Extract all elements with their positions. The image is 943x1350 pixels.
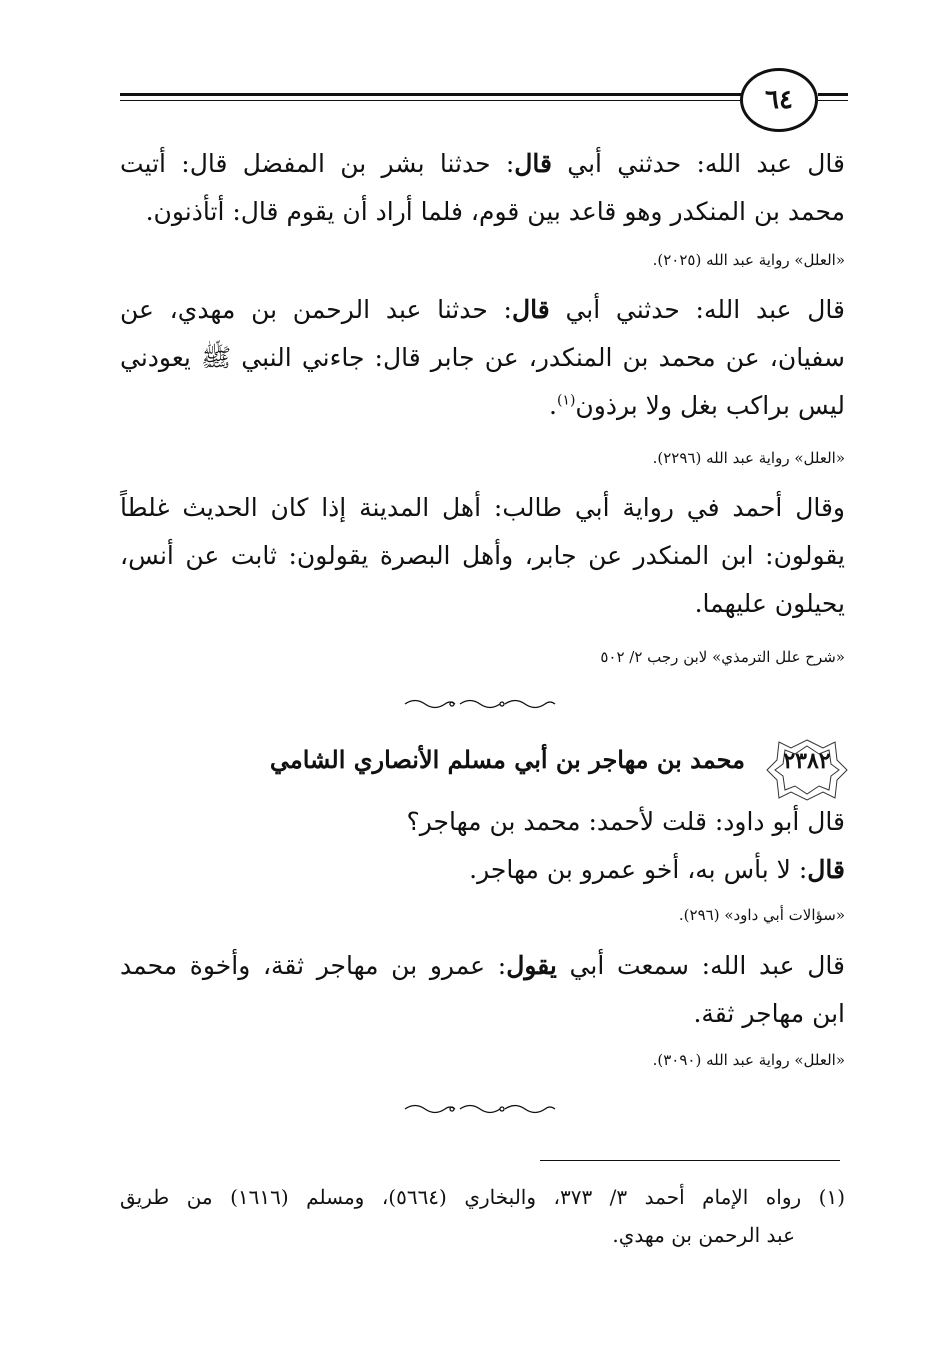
footnote-rule [540,1160,840,1161]
text-line: ابن مهاجر ثقة. [693,999,845,1028]
footnote-line: عبد الرحمن بن مهدي. [612,1223,795,1247]
entry-number: ٢٣٨٢ [783,748,831,774]
narration-1 [120,140,845,236]
text-line: ليس براكب بغل ولا برذون$^{(١)}$. [549,391,845,420]
page-number: ٦٤ [740,68,818,132]
source-citation: «العلل» رواية عبد الله (٢٢٩٦). [652,449,845,467]
footnote-line: (١) رواه الإمام أحمد ٣/ ٣٧٣، والبخاري (٥٦٦٤)، ومسلم (١٦١٦) من طريق [120,1185,845,1209]
footnote [120,1178,845,1254]
text-line: يقولون: ابن المنكدر عن جابر، وأهل البصرة يقولون: ثابت عن أنس، [120,541,845,570]
header-rule-thin [120,100,745,101]
source-citation: «شرح علل الترمذي» لابن رجب ٢/ ٥٠٢ [600,648,845,666]
text-line: قال عبد الله: حدثني أبي قال: حدثنا عبد الرحمن بن مهدي، عن [120,295,845,324]
source-citation: «العلل» رواية عبد الله (٣٠٩٠). [652,1051,845,1069]
text-line: يحيلون عليهما. [694,589,845,618]
narration-2 [120,286,845,430]
ornament-divider [400,697,560,711]
entry-title: محمد بن مهاجر بن أبي مسلم الأنصاري الشامي [269,745,745,774]
header-rule-right [818,93,848,96]
entry-narration-1 [205,798,845,894]
text-line: وقال أحمد في رواية أبي طالب: أهل المدينة إذا كان الحديث غلطاً [120,493,846,522]
text-line: محمد بن المنكدر وهو قاعد بين قوم، فلما أراد أن يقوم قال: أتأذنون. [145,197,845,226]
narration-3 [120,484,845,628]
text-line: قال أبو داود: قلت لأحمد: محمد بن مهاجر؟ [406,807,845,836]
header-rule-right-thin [818,100,848,101]
footnote-ref[interactable]: (١) [556,392,576,409]
entry-narration-2 [120,942,845,1038]
source-citation: «سؤالات أبي داود» (٢٩٦). [678,906,845,924]
ornament-divider [400,1102,560,1116]
text-line: سفيان، عن محمد بن المنكدر، عن جابر قال: جاءني النبي ﷺ يعودني [120,343,845,372]
text-line: قال عبد الله: حدثني أبي قال: حدثنا بشر بن المفضل قال: أتيت [120,149,845,178]
text-line: قال: لا بأس به، أخو عمرو بن مهاجر. [469,855,845,884]
header-rule [120,93,745,96]
text-line: قال عبد الله: سمعت أبي يقول: عمرو بن مهاجر ثقة، وأخوة محمد [120,951,846,980]
source-citation: «العلل» رواية عبد الله (٢٠٢٥). [652,251,845,269]
